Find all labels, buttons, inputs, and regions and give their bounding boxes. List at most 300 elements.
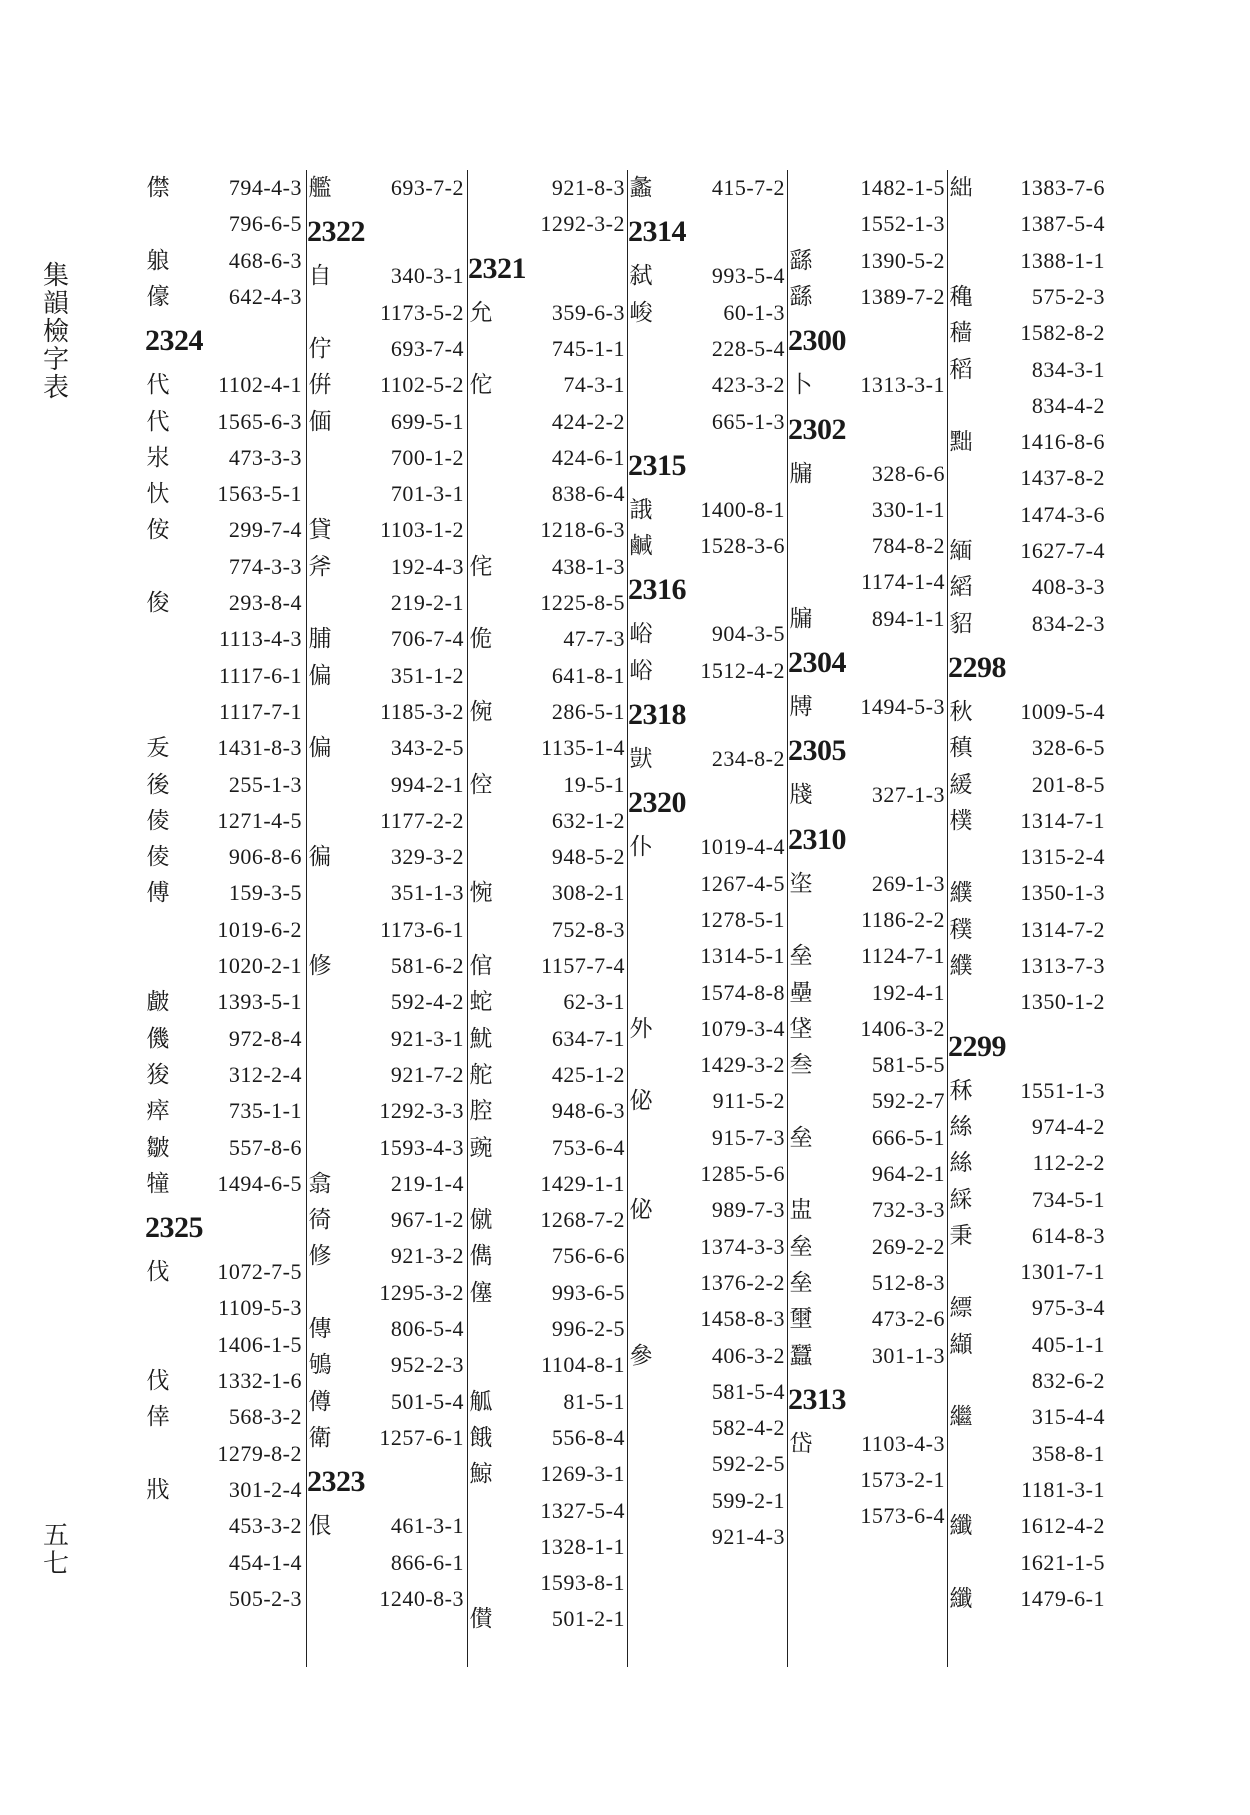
index-entry (786, 1426, 945, 1462)
entry-character: 倖 (146, 1404, 170, 1431)
entry-reference: 1627-7-4 (1020, 538, 1105, 563)
index-entry (305, 984, 464, 1020)
entry-character: 卜 (789, 372, 813, 399)
entry-reference: 1157-7-4 (541, 953, 625, 978)
entry-character: 僦 (469, 1207, 493, 1234)
entry-reference: 693-7-2 (390, 175, 464, 200)
index-entry (786, 206, 945, 242)
entry-reference: 1019-6-2 (217, 916, 302, 942)
section-heading: 2325 (145, 1211, 203, 1245)
index-entry (143, 948, 302, 984)
entry-reference: 1406-1-5 (217, 1331, 302, 1357)
index-entry (466, 1456, 625, 1492)
entry-character: 纀 (949, 880, 973, 907)
entry-character: 垒 (789, 1269, 813, 1296)
index-entry (305, 621, 464, 657)
entry-reference: 796-6-5 (228, 211, 302, 237)
index-entry (143, 549, 302, 585)
entry-reference: 972-8-4 (228, 1025, 302, 1051)
entry-reference: 1437-8-2 (1020, 465, 1105, 491)
entry-character: 縹 (949, 1295, 973, 1322)
entry-reference: 666-5-1 (871, 1124, 945, 1150)
entry-character: 僔 (308, 1388, 332, 1415)
entry-character: 躴 (146, 247, 170, 274)
entry-character: 餓 (469, 1424, 493, 1451)
index-entry (626, 829, 785, 865)
entry-character: 偏 (308, 735, 332, 762)
entry-reference: 1313-7-3 (1020, 953, 1105, 978)
section-heading: 2300 (788, 324, 846, 358)
entry-reference: 915-7-3 (711, 1124, 785, 1150)
entry-character: 偭 (308, 408, 332, 435)
entry-character: 伐 (146, 1259, 170, 1286)
index-entry (946, 497, 1105, 533)
entry-character: 盅 (789, 1197, 813, 1224)
entry-reference: 1582-8-2 (1020, 320, 1105, 346)
entry-character: 倰 (146, 844, 170, 871)
index-entry (946, 1073, 1105, 1109)
section-heading: 2321 (468, 251, 526, 285)
entry-reference: 1563-5-1 (217, 481, 302, 507)
section-heading: 2305 (788, 734, 846, 768)
index-entry (466, 440, 625, 476)
index-entry (946, 984, 1105, 1020)
entry-reference: 1314-7-1 (1020, 807, 1105, 833)
entry-reference: 948-5-2 (551, 844, 625, 870)
section-heading: 2324 (145, 324, 203, 358)
entry-character: 獃 (629, 746, 653, 772)
entry-reference: 454-1-4 (228, 1549, 302, 1575)
index-entry (305, 170, 464, 206)
side-title-char: 集 (42, 261, 69, 291)
entry-reference: 1292-3-3 (379, 1098, 464, 1124)
entry-character: 僿 (469, 1279, 493, 1306)
entry-reference: 60-1-3 (723, 299, 785, 325)
index-entry (626, 1338, 785, 1374)
entry-reference: 834-3-1 (1031, 356, 1105, 382)
index-entry (626, 367, 785, 403)
entry-reference: 512-8-3 (871, 1269, 945, 1295)
entry-reference: 1390-5-2 (860, 247, 945, 273)
entry-reference: 1474-3-6 (1020, 501, 1105, 527)
entry-character: 岱 (789, 1430, 813, 1457)
index-entry (143, 912, 302, 948)
index-entry (626, 331, 785, 367)
index-entry (143, 694, 302, 730)
entry-character: 侒 (146, 517, 170, 544)
entry-reference: 159-3-5 (228, 880, 302, 906)
index-entry (143, 730, 302, 766)
index-entry (305, 1021, 464, 1057)
entry-character: 脯 (308, 626, 332, 653)
index-entry (143, 875, 302, 911)
entry-character: 緬 (949, 538, 973, 564)
index-entry (466, 1311, 625, 1347)
index-entry (305, 1057, 464, 1093)
entry-reference: 1350-1-3 (1020, 880, 1105, 906)
section-heading: 2302 (788, 412, 846, 446)
entry-character: 蠶 (789, 1342, 813, 1369)
index-entry (786, 1498, 945, 1534)
index-entry (626, 1374, 785, 1410)
index-entry (466, 1021, 625, 1057)
index-entry (143, 512, 302, 548)
entry-character: 修 (308, 953, 332, 979)
index-entry (946, 1182, 1105, 1218)
entry-reference: 1173-5-2 (380, 299, 464, 325)
entry-reference: 1573-6-4 (860, 1503, 945, 1529)
entry-reference: 1416-8-6 (1020, 429, 1105, 455)
index-entry (305, 585, 464, 621)
index-entry (626, 492, 785, 528)
entry-character: 叐 (146, 735, 170, 762)
index-entry (786, 1120, 945, 1156)
index-entry (466, 1601, 625, 1637)
index-entry (143, 440, 302, 476)
entry-character: 皻 (146, 989, 170, 1016)
entry-reference: 1431-8-3 (217, 735, 302, 761)
entry-reference: 1621-1-5 (1020, 1549, 1105, 1575)
entry-reference: 501-5-4 (390, 1388, 464, 1414)
index-entry (143, 1057, 302, 1093)
entry-reference: 952-2-3 (390, 1352, 464, 1378)
index-entry (466, 170, 625, 206)
entry-reference: 1387-5-4 (1020, 211, 1105, 237)
entry-reference: 269-2-2 (871, 1233, 945, 1259)
index-entry (946, 694, 1105, 730)
side-title-char: 韻 (42, 289, 69, 319)
entry-reference: 299-7-4 (228, 517, 302, 543)
entry-character: 儫 (146, 283, 170, 310)
entry-reference: 473-2-6 (871, 1306, 945, 1332)
index-entry (466, 1238, 625, 1274)
entry-reference: 453-3-2 (228, 1513, 302, 1539)
entry-reference: 575-2-3 (1031, 283, 1105, 309)
entry-character: 繼 (949, 1404, 973, 1431)
index-entry (305, 1347, 464, 1383)
entry-reference: 423-3-2 (711, 372, 785, 398)
index-entry (466, 1130, 625, 1166)
entry-reference: 438-1-3 (551, 553, 625, 579)
index-entry (626, 295, 785, 331)
index-entry (143, 1130, 302, 1166)
index-entry (786, 1301, 945, 1337)
index-entry (946, 1436, 1105, 1472)
entry-reference: 1117-7-1 (218, 698, 302, 724)
index-entry (786, 528, 945, 564)
entry-reference: 642-4-3 (228, 283, 302, 309)
entry-reference: 1267-4-5 (700, 870, 785, 896)
index-entry (946, 352, 1105, 388)
entry-reference: 921-8-3 (551, 175, 625, 200)
index-entry (305, 1238, 464, 1274)
entry-reference: 1313-3-1 (860, 372, 945, 398)
index-entry (305, 658, 464, 694)
index-entry (143, 767, 302, 803)
side-title-char: 檢 (42, 317, 69, 347)
entry-reference: 228-5-4 (711, 335, 785, 361)
entry-character: 觚 (469, 1388, 493, 1415)
index-entry (143, 279, 302, 315)
entry-reference: 1109-5-3 (218, 1295, 302, 1321)
entry-reference: 1528-3-6 (700, 533, 785, 559)
section-heading: 2318 (628, 698, 686, 731)
entry-reference: 1135-1-4 (541, 735, 625, 761)
entry-reference: 592-2-5 (711, 1451, 785, 1477)
index-entry (786, 279, 945, 315)
entry-reference: 1285-5-6 (700, 1161, 785, 1186)
entry-character: 儧 (469, 1606, 493, 1633)
index-entry (305, 1508, 464, 1544)
index-entry (143, 206, 302, 242)
entry-character: 皺 (146, 1134, 170, 1161)
index-entry (626, 938, 785, 974)
entry-reference: 327-1-3 (871, 782, 945, 808)
entry-reference: 994-2-1 (390, 771, 464, 797)
entry-reference: 1173-6-1 (380, 916, 464, 942)
entry-character: 繇 (789, 247, 813, 274)
entry-character: 秉 (949, 1222, 973, 1249)
entry-reference: 1400-8-1 (700, 496, 785, 522)
index-entry (466, 730, 625, 766)
index-entry (305, 1202, 464, 1238)
entry-reference: 975-3-4 (1031, 1295, 1105, 1321)
section-heading: 2310 (788, 822, 846, 856)
index-entry (466, 1384, 625, 1420)
entry-reference: 1079-3-4 (700, 1015, 785, 1041)
entry-reference: 1552-1-3 (860, 211, 945, 237)
index-entry (466, 875, 625, 911)
entry-character: 徛 (308, 1207, 332, 1234)
entry-reference: 866-6-1 (390, 1549, 464, 1575)
entry-character: 代 (146, 372, 170, 399)
entry-reference: 599-2-1 (711, 1487, 785, 1513)
index-entry (305, 331, 464, 367)
entry-reference: 359-6-3 (551, 299, 625, 325)
index-entry (786, 1229, 945, 1265)
entry-character: 牖 (789, 605, 813, 632)
entry-character: 倌 (469, 953, 493, 979)
entry-character: 惋 (469, 880, 493, 907)
entry-reference: 293-8-4 (228, 590, 302, 615)
entry-character: 穙 (949, 916, 973, 943)
index-entry (626, 404, 785, 440)
entry-reference: 784-8-2 (871, 533, 945, 559)
entry-reference: 1181-3-1 (1021, 1476, 1105, 1502)
index-entry (466, 984, 625, 1020)
entry-reference: 1225-8-5 (540, 590, 625, 615)
entry-reference: 1218-6-3 (540, 517, 625, 543)
entry-reference: 592-2-7 (871, 1088, 945, 1114)
entry-character: 僟 (146, 1025, 170, 1052)
entry-reference: 838-6-4 (551, 481, 625, 507)
entry-reference: 1393-5-1 (217, 989, 302, 1015)
entry-reference: 665-1-3 (711, 408, 785, 434)
entry-reference: 1185-3-2 (380, 698, 464, 724)
entry-character: 倥 (469, 771, 493, 798)
entry-character: 稻 (949, 356, 973, 383)
index-entry (305, 803, 464, 839)
entry-character: 傳 (308, 1316, 332, 1342)
entry-character: 參 (629, 1342, 653, 1369)
entry-character: 垒 (789, 1233, 813, 1260)
entry-character: 佖 (629, 1197, 653, 1224)
entry-reference: 582-4-2 (711, 1415, 785, 1441)
section-heading: 2299 (948, 1029, 1006, 1063)
entry-character: 垐 (789, 870, 813, 897)
entry-character: 瘁 (146, 1098, 170, 1125)
entry-reference: 328-6-5 (1031, 735, 1105, 761)
entry-reference: 286-5-1 (551, 698, 625, 724)
index-entry (786, 243, 945, 279)
entry-reference: 1573-2-1 (860, 1467, 945, 1493)
index-entry (946, 767, 1105, 803)
index-entry (305, 1420, 464, 1456)
entry-reference: 1314-7-2 (1020, 916, 1105, 942)
entry-reference: 732-3-3 (871, 1197, 945, 1223)
entry-reference: 1019-4-4 (700, 834, 785, 860)
side-title-char: 表 (42, 373, 69, 403)
index-entry (305, 948, 464, 984)
entry-reference: 1103-4-3 (861, 1430, 945, 1456)
entry-character: 鴝 (308, 1352, 332, 1379)
entry-reference: 701-3-1 (390, 481, 464, 507)
entry-reference: 1301-7-1 (1020, 1259, 1105, 1285)
index-entry (143, 1472, 302, 1508)
entry-character: 戕 (146, 1476, 170, 1503)
index-entry (786, 938, 945, 974)
entry-reference: 408-3-3 (1031, 574, 1105, 600)
entry-character: 秋 (949, 698, 973, 725)
entry-reference: 1429-3-2 (700, 1052, 785, 1078)
entry-character: 誐 (629, 496, 653, 523)
entry-character: 垒 (789, 1124, 813, 1151)
entry-reference: 330-1-1 (871, 496, 945, 522)
entry-reference: 425-1-2 (551, 1061, 625, 1087)
index-entry (786, 1156, 945, 1192)
entry-reference: 1177-2-2 (380, 807, 464, 833)
entry-character: 垡 (789, 1015, 813, 1042)
entry-reference: 581-6-2 (390, 953, 464, 978)
entry-character: 偏 (308, 662, 332, 689)
entry-reference: 1612-4-2 (1020, 1513, 1105, 1539)
entry-reference: 405-1-1 (1031, 1331, 1105, 1357)
index-entry (143, 839, 302, 875)
index-entry (466, 839, 625, 875)
index-entry (946, 1363, 1105, 1399)
index-entry (466, 1057, 625, 1093)
entry-reference: 948-6-3 (551, 1098, 625, 1124)
side-title (38, 262, 74, 402)
entry-reference: 234-8-2 (711, 746, 785, 771)
entry-character: 侘 (469, 553, 493, 580)
entry-reference: 1482-1-5 (860, 175, 945, 200)
entry-reference: 1376-2-2 (700, 1269, 785, 1295)
entry-character: 允 (469, 299, 493, 326)
entry-reference: 1494-5-3 (860, 694, 945, 719)
index-entry (626, 1265, 785, 1301)
entry-reference: 1271-4-5 (217, 807, 302, 833)
entry-reference: 734-5-1 (1031, 1186, 1105, 1212)
index-entry (946, 948, 1105, 984)
section-heading: 2298 (948, 650, 1006, 684)
entry-character: 壘 (789, 979, 813, 1006)
entry-character: 絀 (949, 175, 973, 201)
entry-character: 狻 (146, 1061, 170, 1088)
entry-character: 貂 (949, 610, 973, 637)
index-entry (946, 912, 1105, 948)
entry-character: 忕 (146, 481, 170, 508)
entry-reference: 568-3-2 (228, 1404, 302, 1430)
entry-reference: 501-2-1 (551, 1606, 625, 1632)
entry-reference: 964-2-1 (871, 1161, 945, 1186)
index-entry (143, 1166, 302, 1202)
index-entry (305, 839, 464, 875)
entry-character: 佖 (629, 1088, 653, 1115)
index-entry (305, 912, 464, 948)
entry-reference: 1174-1-4 (861, 569, 945, 595)
index-entry (143, 1581, 302, 1617)
index-entry (466, 1347, 625, 1383)
index-entry (946, 170, 1105, 206)
entry-character: 壐 (789, 1306, 813, 1333)
section-heading: 2320 (628, 786, 686, 820)
entry-reference: 993-5-4 (711, 263, 785, 289)
index-entry (143, 803, 302, 839)
index-entry (786, 367, 945, 403)
entry-character: 衛 (308, 1424, 332, 1451)
index-entry (305, 1581, 464, 1617)
entry-reference: 343-2-5 (390, 735, 464, 761)
entry-reference: 1383-7-6 (1020, 175, 1105, 200)
index-entry (626, 258, 785, 294)
index-column-2 (305, 170, 464, 1667)
entry-reference: 806-5-4 (390, 1316, 464, 1341)
entry-character: 外 (629, 1015, 653, 1042)
index-entry (305, 694, 464, 730)
index-entry (305, 549, 464, 585)
entry-character: 垒 (789, 943, 813, 970)
index-entry (626, 1301, 785, 1337)
index-entry (466, 658, 625, 694)
index-entry (626, 1120, 785, 1156)
entry-reference: 351-1-3 (390, 880, 464, 906)
index-entry (626, 1446, 785, 1482)
entry-reference: 81-5-1 (563, 1388, 625, 1414)
index-entry (946, 1399, 1105, 1435)
entry-reference: 312-2-4 (228, 1061, 302, 1087)
index-entry (305, 1384, 464, 1420)
index-entry (466, 1493, 625, 1529)
entry-character: 纖 (949, 1513, 973, 1540)
index-entry (466, 1275, 625, 1311)
index-entry (305, 1166, 464, 1202)
index-entry (305, 512, 464, 548)
index-entry (946, 533, 1105, 569)
entry-reference: 351-1-2 (390, 662, 464, 688)
index-entry (946, 569, 1105, 605)
entry-reference: 1374-3-3 (700, 1233, 785, 1259)
entry-reference: 1102-5-2 (380, 372, 464, 398)
entry-reference: 1103-1-2 (380, 517, 464, 543)
entry-character: 縚 (949, 574, 973, 601)
entry-character: 黜 (949, 429, 973, 456)
index-entry (946, 315, 1105, 351)
section-heading: 2322 (307, 215, 365, 249)
index-entry (946, 1581, 1105, 1617)
entry-reference: 1332-1-6 (217, 1368, 302, 1393)
entry-character: 纀 (949, 953, 973, 979)
